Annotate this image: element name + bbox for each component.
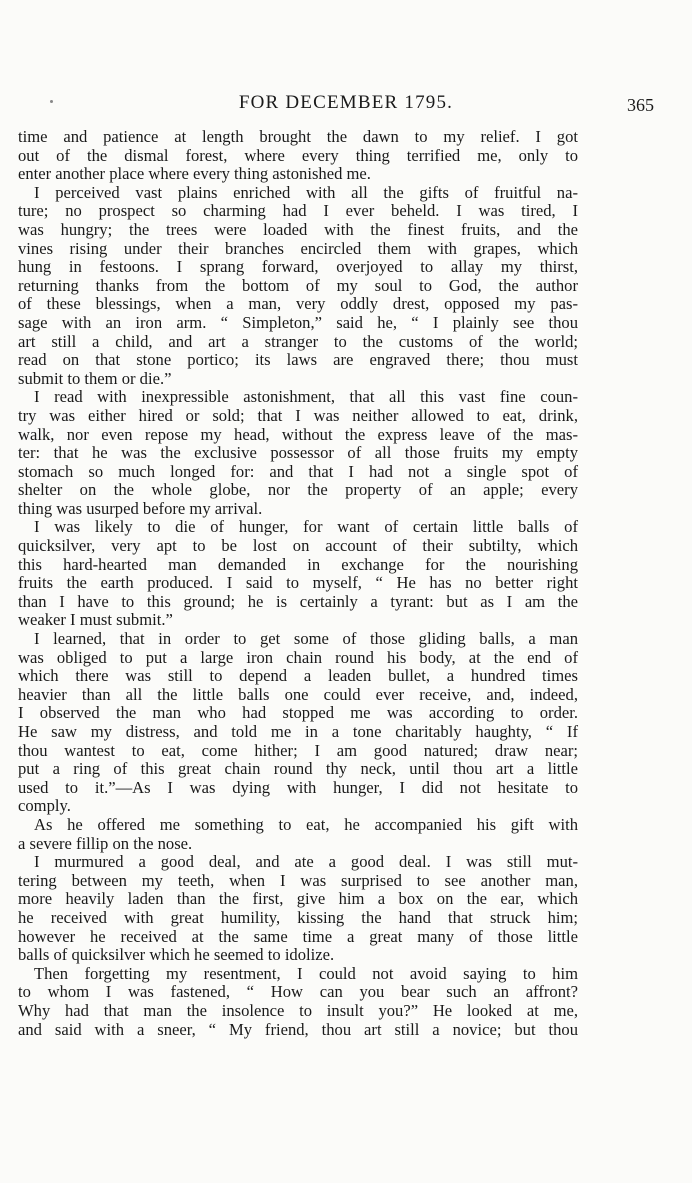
- text-line: shelter on the whole globe, nor the property of an apple; every: [18, 480, 578, 500]
- text-line: tering between my teeth, when I was surprised to see another man,: [18, 870, 578, 890]
- text-line: ter: that he was the exclusive possessor of all those fruits my empty: [18, 443, 578, 463]
- text-line: weaker I must submit.”: [18, 610, 173, 630]
- text-line: thou wantest to eat, come hither; I am good natured; draw near;: [18, 740, 578, 760]
- text-line: ture; no prospect so charming had I ever beheld. I was tired, I: [18, 201, 578, 221]
- text-line: more heavily laden than the first, give him a box on the ear, which: [18, 889, 578, 909]
- body-text: [18, 128, 578, 1039]
- text-line: walk, nor even repose my head, without the express leave of the mas-: [18, 424, 578, 444]
- text-line: I learned, that in order to get some of those gliding balls, a man: [34, 629, 578, 649]
- text-line: submit to them or die.”: [18, 368, 172, 388]
- text-line: sage with an iron arm. “ Simpleton,” said he, “ I plainly see thou: [18, 312, 578, 332]
- text-line: I perceived vast plains enriched with all the gifts of fruitful na-: [34, 182, 578, 202]
- text-line: fruits the earth produced. I said to myself, “ He has no better right: [18, 573, 578, 593]
- text-line: this hard-hearted man demanded in exchange for the nourishing: [18, 554, 578, 574]
- text-line: which there was still to depend a leaden bullet, a hundred times: [18, 666, 578, 686]
- text-line: stomach so much longed for: and that I had not a single spot of: [18, 461, 578, 481]
- text-line: and said with a sneer, “ My friend, thou art still a novice; but thou: [18, 1019, 578, 1039]
- text-line: Then forgetting my resentment, I could not avoid saying to him: [34, 963, 578, 983]
- text-line: balls of quicksilver which he seemed to idolize.: [18, 945, 335, 965]
- text-line: was obliged to put a large iron chain round his body, at the end of: [18, 647, 578, 667]
- text-line: he received with great humility, kissing the hand that struck him;: [18, 907, 578, 927]
- text-line: hung in festoons. I sprang forward, overjoyed to allay my thirst,: [18, 257, 578, 277]
- text-line: returning thanks from the bottom of my soul to God, the author: [18, 275, 578, 295]
- text-line: I read with inexpressible astonishment, that all this vast fine coun-: [34, 387, 578, 407]
- text-line: thing was usurped before my arrival.: [18, 498, 263, 518]
- text-line: time and patience at length brought the dawn to my relief. I got: [18, 127, 578, 146]
- text-line: quicksilver, very apt to be lost on account of their subtilty, which: [18, 536, 578, 556]
- text-line: I murmured a good deal, and ate a good deal. I was still mut-: [34, 852, 578, 872]
- text-line: He saw my distress, and told me in a tone charitably haughty, “ If: [18, 722, 578, 741]
- text-line: comply.: [18, 796, 71, 816]
- text-line: art still a child, and art a stranger to the customs of the world;: [18, 331, 578, 351]
- text-line: used to it.”—As I was dying with hunger, I did not hesitate to: [18, 777, 578, 797]
- text-line: however he received at the same time a great many of those little: [18, 926, 578, 946]
- running-title: FOR DECEMBER 1795.: [238, 92, 454, 113]
- text-line: of these blessings, when a man, very oddly drest, opposed my pas-: [18, 294, 578, 314]
- text-line: was hungry; the trees were loaded with the finest fruits, and the: [18, 219, 578, 239]
- text-line: to whom I was fastened, “ How can you bear such an affront?: [18, 982, 578, 1002]
- text-line: Why had that man the insolence to insult you?” He looked at me,: [18, 1000, 578, 1020]
- text-line: a severe fillip on the nose.: [18, 833, 193, 853]
- text-line: I observed the man who had stopped me was according to order.: [18, 703, 578, 723]
- text-line: than I have to this ground; he is certainly a tyrant: but as I am the: [18, 591, 578, 611]
- text-line: put a ring of this great chain round thy neck, until thou art a little: [18, 759, 578, 779]
- text-line: try was either hired or sold; that I was neither allowed to eat, drink,: [18, 405, 578, 425]
- text-line: enter another place where every thing astonished me.: [18, 164, 371, 184]
- text-line: I was likely to die of hunger, for want of certain little balls of: [34, 517, 578, 537]
- page-number: 365: [627, 95, 654, 115]
- text-line: vines rising under their branches encircled them with grapes, which: [18, 238, 578, 258]
- text-line: out of the dismal forest, where every thing terrified me, only to: [18, 145, 578, 165]
- text-line: read on that stone portico; its laws are engraved there; thou must: [18, 350, 578, 370]
- text-line: As he offered me something to eat, he accompanied his gift with: [34, 814, 578, 834]
- text-line: heavier than all the little balls one could ever receive, and, indeed,: [18, 684, 578, 704]
